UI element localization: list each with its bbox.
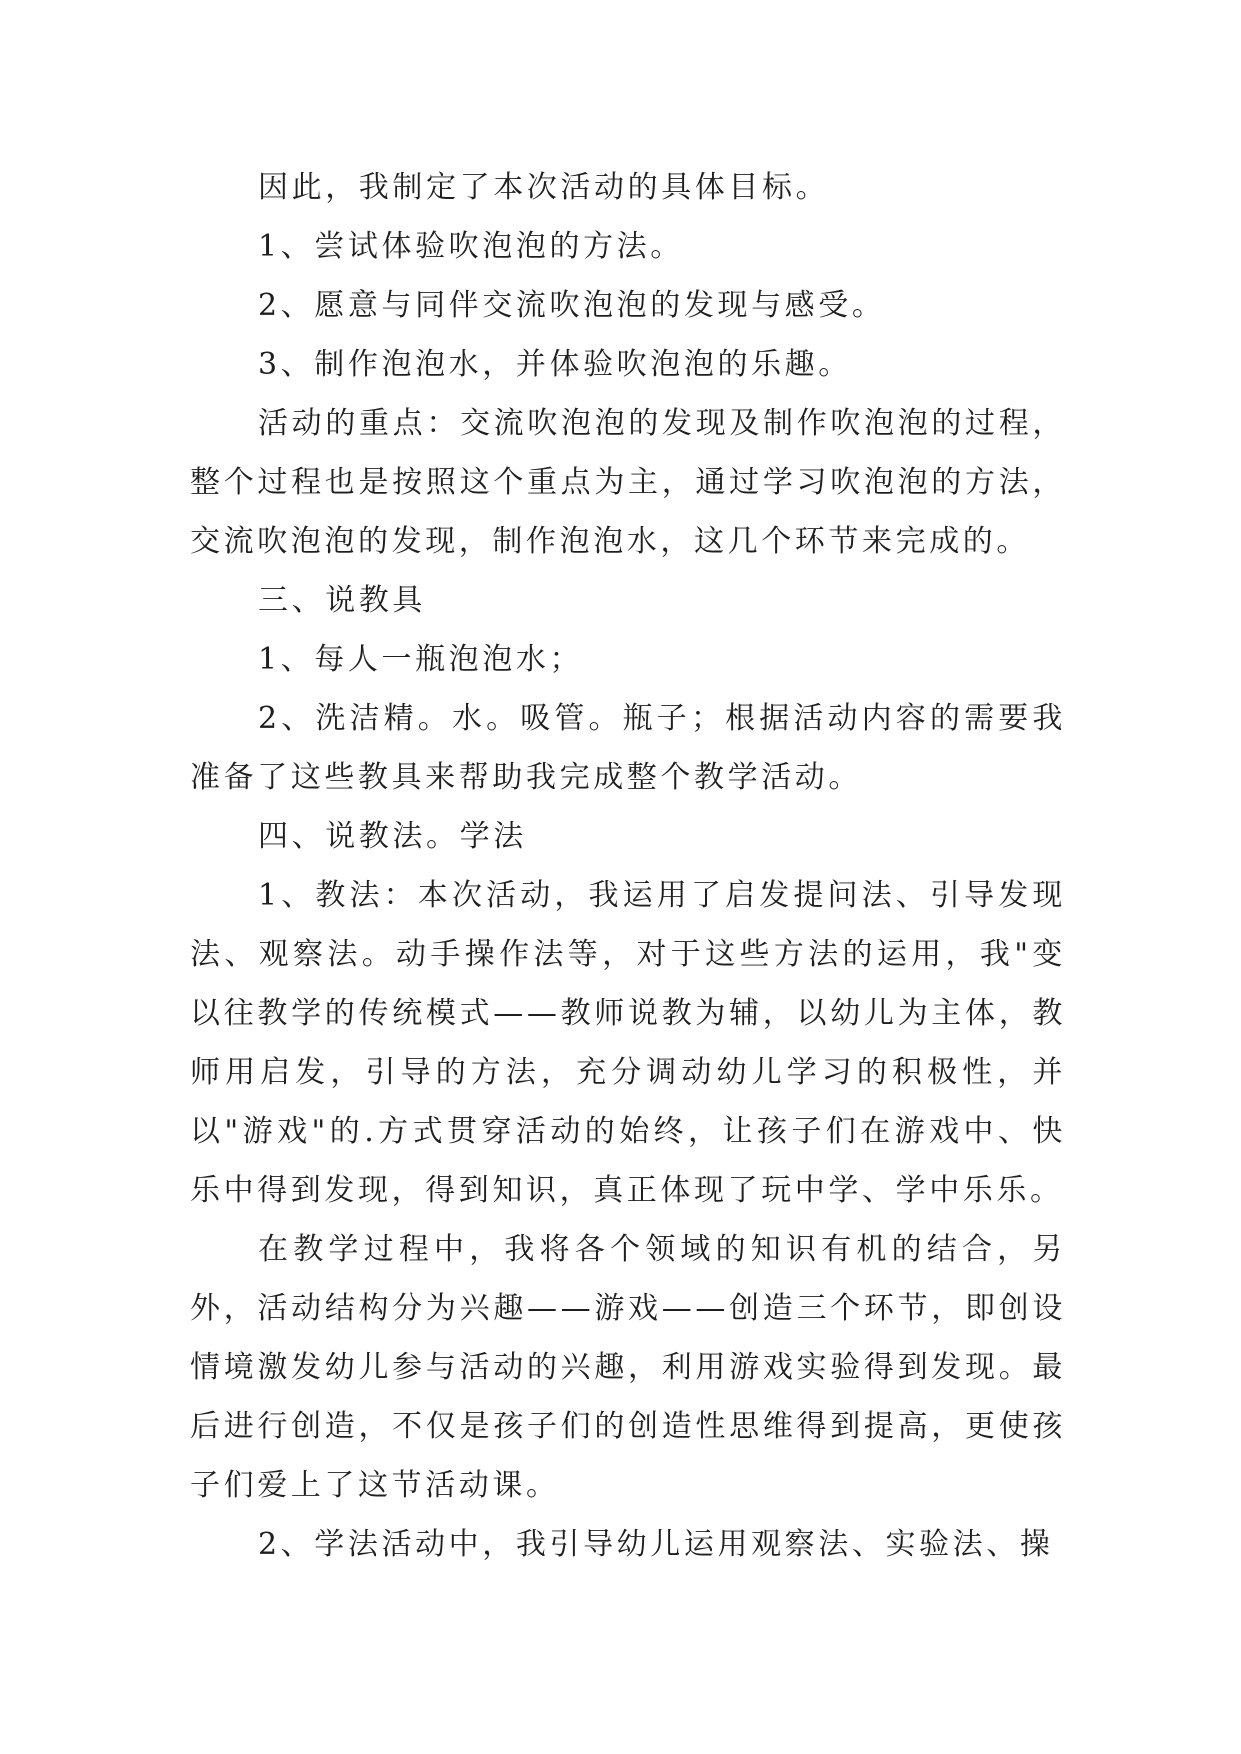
paragraph-process: 在教学过程中，我将各个领域的知识有机的结合，另外，活动结构分为兴趣——游戏——创造三个环节，即创设情境激发幼儿参与活动的兴趣，利用游戏实验得到发现。最后进行创造，不仅是孩子们的创造性思维得到提高，更使孩子们爱上了这节活动课。 — [190, 1232, 1066, 1503]
paragraph-teaching-method: 1、教法：本次活动，我运用了启发提问法、引导发现法、观察法。动手操作法等，对于这些方法的运用，我"变以往教学的传统模式——教师说教为辅，以幼儿为主体，教师用启发，引导的方法，充分调动幼儿学习的积极性，并以"游戏"的.方式贯穿活动的始终，让孩子们在游戏中、快乐中得到发现，得到知识，真正体现了玩中学、学中乐乐。 — [190, 878, 1066, 1208]
paragraph-goal-3: 3、制作泡泡水，并体验吹泡泡的乐趣。 — [258, 347, 852, 382]
paragraph-goal-2: 2、愿意与同伴交流吹泡泡的发现与感受。 — [258, 288, 886, 323]
paragraph-key-point: 活动的重点：交流吹泡泡的发现及制作吹泡泡的过程，整个过程也是按照这个重点为主，通过学习吹泡泡的方法，交流吹泡泡的发现，制作泡泡水，这几个环节来完成的。 — [190, 406, 1066, 559]
section-heading-teaching-aids: 三、说教具 — [258, 583, 426, 618]
section-heading-methods: 四、说教法。学法 — [258, 819, 527, 854]
paragraph-learning-method: 2、学法活动中，我引导幼儿运用观察法、实验法、操 — [258, 1527, 1054, 1562]
document-page — [190, 158, 1066, 1574]
paragraph-goal-1: 1、尝试体验吹泡泡的方法。 — [258, 229, 684, 264]
paragraph-aid-1: 1、每人一瓶泡泡水； — [258, 642, 584, 677]
paragraph-goal-intro: 因此，我制定了本次活动的具体目标。 — [258, 170, 830, 205]
paragraph-aid-2: 2、洗洁精。水。吸管。瓶子；根据活动内容的需要我准备了这些教具来帮助我完成整个教学活动。 — [190, 701, 1066, 795]
